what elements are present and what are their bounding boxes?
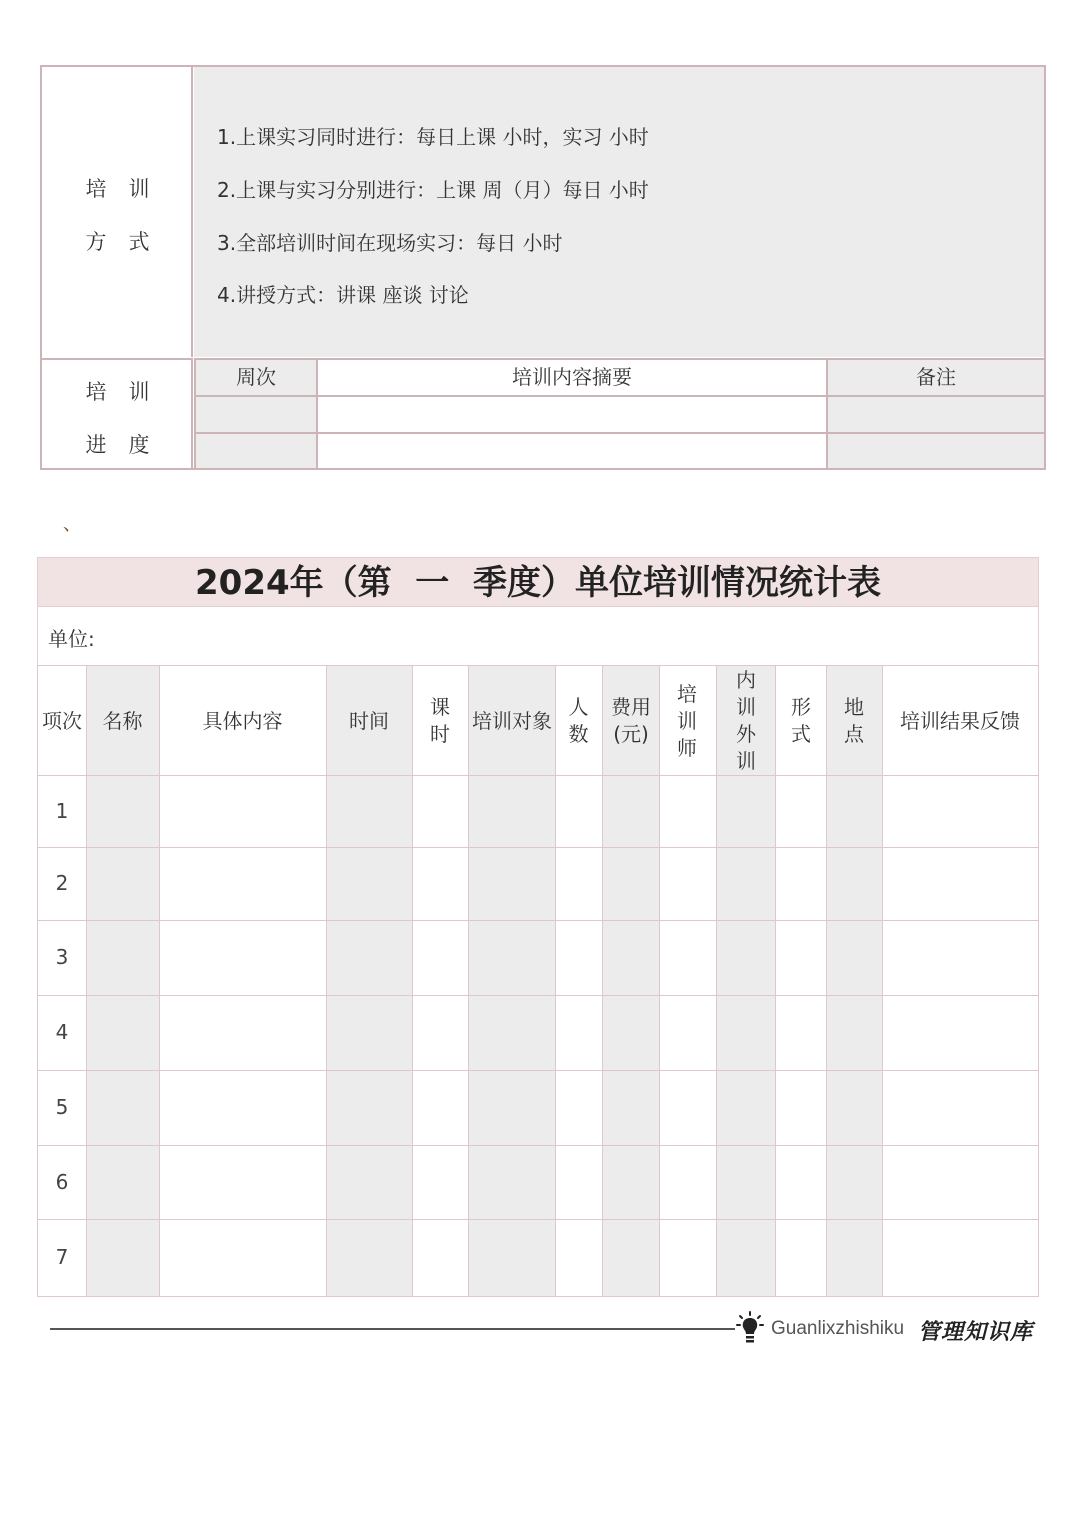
row-divider [38, 1145, 1038, 1146]
header-name: 名称 [102, 708, 143, 733]
method-line-3: 3.全部培训时间在现场实习：每日 小时 [217, 231, 563, 255]
header-target: 培训对象 [472, 708, 552, 733]
method-label-line-2: 方式 [85, 230, 172, 254]
row-number: 2 [55, 871, 69, 895]
stray-mark: 、 [63, 514, 81, 535]
header-hours: 课时 [430, 695, 450, 746]
progress-header-remark: 备注 [826, 358, 1044, 395]
row-divider [38, 1219, 1038, 1220]
row-divider [38, 920, 1038, 921]
header-internal-external: 内训外训 [736, 668, 756, 773]
training-method-label [42, 67, 193, 357]
row-number: 7 [55, 1245, 69, 1269]
training-progress-label [42, 358, 193, 468]
progress-cell[interactable] [194, 432, 316, 468]
row-number: 4 [55, 1020, 69, 1044]
progress-cell[interactable] [316, 432, 826, 468]
header-trainer: 培训师 [677, 681, 697, 760]
progress-label-line-2: 进度 [85, 433, 172, 457]
method-line-1: 1.上课实习同时进行：每日上课 小时，实习 小时 [217, 125, 649, 149]
footer-brand-en: Guanlixzhishiku [771, 1318, 905, 1339]
row-divider [38, 847, 1038, 848]
progress-header-summary: 培训内容摘要 [316, 358, 826, 395]
stats-title: 2024年（第 一 季度）单位培训情况统计表 [195, 563, 881, 603]
stats-title-bar [37, 557, 1039, 607]
header-form: 形式 [791, 695, 811, 746]
method-line-4: 4.讲授方式：讲课 座谈 讨论 [217, 283, 469, 307]
method-label-line-1: 培训 [85, 177, 172, 201]
header-cost: 费用(元) [611, 695, 651, 746]
progress-cell[interactable] [194, 395, 316, 432]
progress-cell[interactable] [826, 395, 1044, 432]
row-number: 3 [55, 945, 69, 969]
row-number: 5 [55, 1095, 69, 1119]
progress-label-line-1: 培训 [85, 380, 172, 404]
header-content: 具体内容 [202, 708, 283, 733]
header-feedback: 培训结果反馈 [900, 708, 1020, 733]
training-method-content [194, 67, 1044, 357]
header-count: 人数 [568, 695, 589, 746]
progress-cell[interactable] [316, 395, 826, 432]
row-number: 6 [55, 1170, 69, 1194]
footer-brand-cn: 管理知识库 [918, 1319, 1034, 1345]
row-number: 1 [55, 799, 69, 823]
header-location: 地点 [844, 695, 864, 746]
method-line-2: 2.上课与实习分别进行：上课 周（月）每日 小时 [217, 178, 649, 202]
unit-row [37, 607, 1039, 665]
unit-label: 单位: [48, 627, 95, 651]
progress-header-week: 周次 [194, 358, 316, 395]
progress-cell[interactable] [826, 432, 1044, 468]
footer-rule [50, 1328, 735, 1330]
header-index: 项次 [42, 708, 82, 733]
row-divider [38, 995, 1038, 996]
lightbulb-icon [735, 1311, 765, 1345]
stats-grid [37, 665, 1039, 1297]
row-divider [38, 1070, 1038, 1071]
header-time: 时间 [349, 708, 389, 733]
